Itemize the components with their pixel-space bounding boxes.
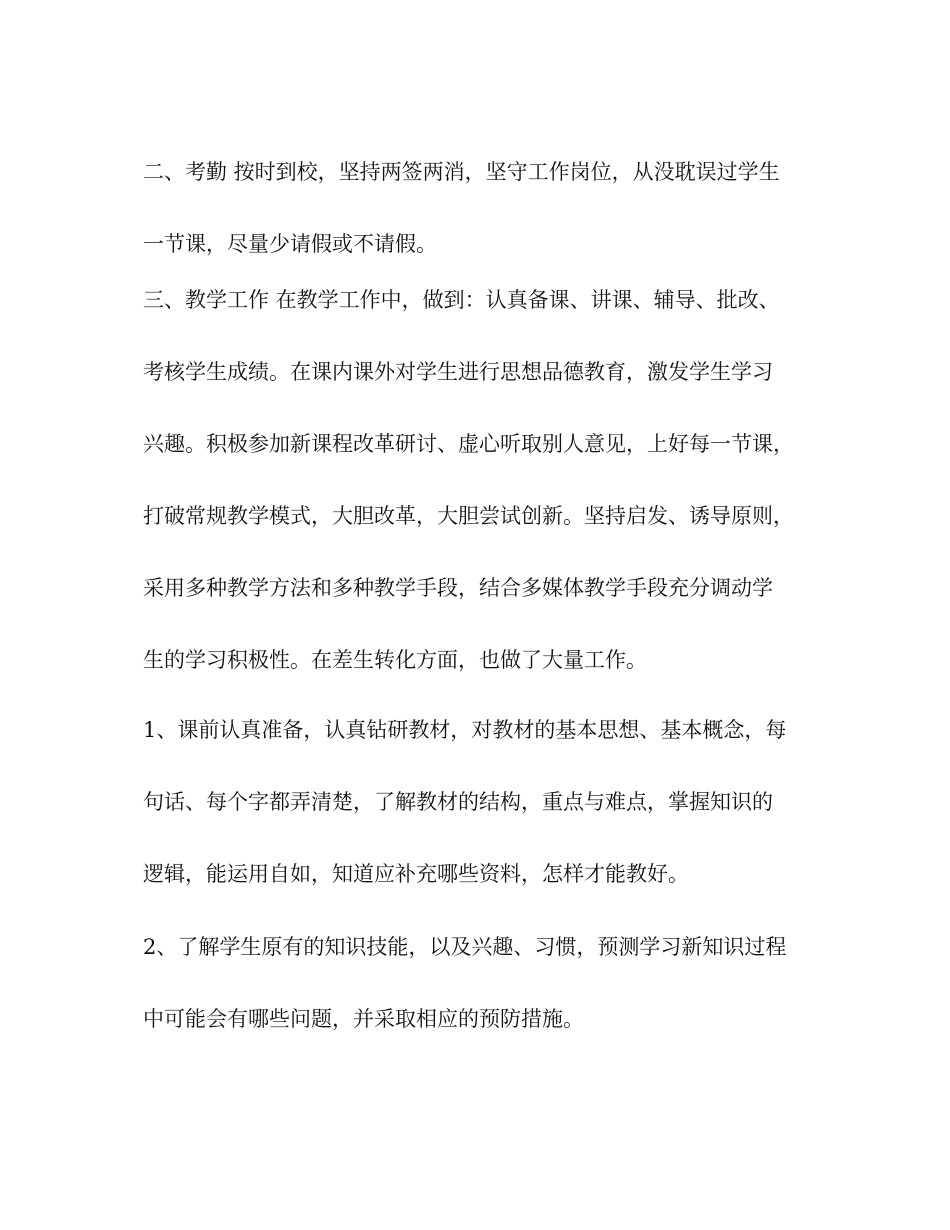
text-line: 生的学习积极性。在差生转化方面，也做了大量工作。 (143, 648, 647, 672)
paragraph-item-1 (143, 694, 813, 910)
text-line: 二、考勤 按时到校，坚持两签两消，坚守工作岗位，从没耽误过学生 (143, 160, 780, 184)
text-line: 句话、每个字都弄清楚，了解教材的结构，重点与难点，掌握知识的 (143, 790, 773, 814)
paragraph-teaching-work (143, 264, 813, 696)
text-line: 考核学生成绩。在课内课外对学生进行思想品德教育，激发学生学习 (143, 360, 773, 384)
text-line: 中可能会有哪些问题，并采取相应的预防措施。 (143, 1007, 584, 1031)
paragraph-attendance (143, 136, 813, 280)
text-line: 打破常规教学模式，大胆改革，大胆尝试创新。坚持启发、诱导原则， (143, 504, 794, 528)
text-line: 兴趣。积极参加新课程改革研讨、虚心听取别人意见，上好每一节课， (143, 432, 794, 456)
text-line: 2、了解学生原有的知识技能，以及兴趣、习惯，预测学习新知识过程 (143, 935, 787, 959)
document-body (143, 136, 813, 1056)
text-line: 一节课，尽量少请假或不请假。 (143, 232, 437, 256)
text-line: 三、教学工作 在教学工作中，做到：认真备课、讲课、辅导、批改、 (143, 288, 780, 312)
text-line: 采用多种教学方法和多种教学手段，结合多媒体教学手段充分调动学 (143, 576, 773, 600)
text-line: 逻辑，能运用自如，知道应补充哪些资料，怎样才能教好。 (143, 862, 689, 886)
paragraph-item-2 (143, 911, 813, 1055)
text-line: 1、课前认真准备，认真钻研教材，对教材的基本思想、基本概念，每 (143, 718, 787, 742)
